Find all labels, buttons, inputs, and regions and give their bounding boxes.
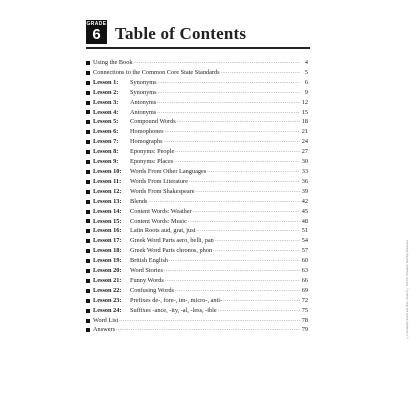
lesson-number: Lesson 17: bbox=[93, 237, 122, 245]
toc-row bbox=[86, 108, 308, 118]
square-bullet-icon bbox=[86, 299, 90, 303]
toc-row bbox=[86, 98, 308, 108]
page-number: 12 bbox=[301, 98, 308, 106]
dot-leader bbox=[134, 58, 300, 68]
toc-row bbox=[86, 157, 308, 167]
copyright-side-text: ©2 Vocabulary Words and More, Grade 6 © 2014 by Scholastic Teaching Resources bbox=[406, 240, 409, 340]
dot-leader bbox=[175, 147, 300, 157]
lesson-number: Lesson 10: bbox=[93, 167, 122, 175]
toc-entry-title: Content Words: Music bbox=[130, 217, 187, 225]
toc-entry-title: Synonyms bbox=[130, 88, 157, 96]
lesson-number: Lesson 23: bbox=[93, 296, 122, 304]
toc-row bbox=[86, 197, 308, 207]
dot-leader bbox=[165, 127, 300, 137]
lesson-number: Lesson 3: bbox=[93, 98, 119, 106]
lesson-number: Lesson 2: bbox=[93, 88, 119, 96]
page-number: 78 bbox=[301, 316, 308, 324]
lesson-number: Lesson 19: bbox=[93, 257, 122, 265]
lesson-number: Lesson 15: bbox=[93, 217, 122, 225]
toc-entry-title: Using the Book bbox=[93, 59, 133, 66]
dot-leader bbox=[157, 98, 300, 108]
toc-entry-title: Blends bbox=[130, 197, 148, 205]
toc-entry-title: Content Words: Weather bbox=[130, 207, 192, 215]
square-bullet-icon bbox=[86, 229, 90, 233]
toc-entry-title: Compound Words bbox=[130, 118, 176, 126]
toc-entry-title: Funny Words bbox=[130, 276, 164, 284]
page-number: 6 bbox=[304, 78, 308, 86]
dot-leader bbox=[174, 157, 300, 167]
dot-leader bbox=[169, 256, 300, 266]
dot-leader bbox=[189, 177, 300, 187]
dot-leader bbox=[175, 286, 300, 296]
lesson-number: Lesson 1: bbox=[93, 78, 119, 86]
lesson-number: Lesson 9: bbox=[93, 158, 119, 166]
page-number: 5 bbox=[304, 68, 308, 76]
page-number: 39 bbox=[301, 187, 308, 195]
toc-row bbox=[86, 296, 308, 306]
header bbox=[86, 20, 246, 44]
dot-leader bbox=[188, 217, 300, 227]
dot-leader bbox=[196, 226, 300, 236]
dot-leader bbox=[196, 187, 300, 197]
toc-row bbox=[86, 68, 308, 78]
page-number: 69 bbox=[301, 286, 308, 294]
toc-entry-title: Eponyms: Places bbox=[130, 158, 174, 166]
toc-entry-title: Connections to the Common Core State Standards bbox=[93, 68, 220, 76]
square-bullet-icon bbox=[86, 319, 90, 323]
page-number: 63 bbox=[301, 267, 308, 275]
page-number: 54 bbox=[301, 237, 308, 245]
toc-row bbox=[86, 78, 308, 88]
toc-row bbox=[86, 325, 308, 335]
page-number: 57 bbox=[301, 247, 308, 255]
page-number: 48 bbox=[301, 217, 308, 225]
page-title: Table of Contents bbox=[115, 24, 247, 43]
page-number: 9 bbox=[304, 88, 308, 96]
lesson-number: Lesson 18: bbox=[93, 247, 122, 255]
dot-leader bbox=[207, 167, 300, 177]
toc-entry-title: Greek Word Parts aero, belli, pan bbox=[130, 237, 214, 245]
toc-entry-title: Words From Literature bbox=[130, 177, 188, 185]
page-number: 72 bbox=[301, 296, 308, 304]
dot-leader bbox=[193, 207, 300, 217]
toc-row bbox=[86, 266, 308, 276]
lesson-number: Lesson 22: bbox=[93, 286, 122, 294]
toc-entry-title: Greek Word Parts chronos, phon bbox=[130, 247, 213, 255]
toc-list bbox=[86, 58, 308, 335]
grade-label: GRADE bbox=[86, 21, 107, 27]
toc-row bbox=[86, 286, 308, 296]
toc-entry-title: Synonyms bbox=[130, 78, 157, 86]
lesson-number: Lesson 5: bbox=[93, 118, 119, 126]
toc-entry-title: Suffixes -ance, -ity, -al, -less, -ible bbox=[130, 306, 217, 314]
toc-row bbox=[86, 276, 308, 286]
toc-entry-title: Answers bbox=[93, 326, 116, 334]
lesson-number: Lesson 11: bbox=[93, 177, 122, 185]
square-bullet-icon bbox=[86, 180, 90, 184]
toc-entry-title: Latin Roots aud, grat, just bbox=[130, 227, 196, 235]
square-bullet-icon bbox=[86, 210, 90, 214]
dot-leader bbox=[158, 78, 300, 88]
square-bullet-icon bbox=[86, 269, 90, 273]
toc-entry-title: British English bbox=[130, 257, 168, 265]
page-number: 33 bbox=[301, 167, 308, 175]
square-bullet-icon bbox=[86, 328, 90, 332]
toc-entry-title: Eponyms: People bbox=[130, 148, 175, 156]
lesson-number: Lesson 7: bbox=[93, 138, 119, 146]
lesson-number: Lesson 13: bbox=[93, 197, 122, 205]
page-number: 27 bbox=[301, 148, 308, 156]
toc-entry-title: Homographs bbox=[130, 138, 163, 146]
toc-row bbox=[86, 117, 308, 127]
square-bullet-icon bbox=[86, 81, 90, 85]
toc-row bbox=[86, 236, 308, 246]
square-bullet-icon bbox=[86, 61, 90, 65]
toc-entry-title: Antonyms bbox=[130, 108, 157, 116]
dot-leader bbox=[149, 197, 301, 207]
toc-row bbox=[86, 167, 308, 177]
dot-leader bbox=[177, 117, 300, 127]
square-bullet-icon bbox=[86, 219, 90, 223]
toc-row bbox=[86, 187, 308, 197]
grade-badge bbox=[86, 20, 107, 44]
toc-entry-title: Prefixes de-, fore-, im-, micro-, anti- bbox=[130, 296, 223, 304]
page-number: 24 bbox=[301, 138, 308, 146]
page-number: 36 bbox=[301, 177, 308, 185]
lesson-number: Lesson 16: bbox=[93, 227, 122, 235]
square-bullet-icon bbox=[86, 140, 90, 144]
page-number: 79 bbox=[301, 326, 308, 334]
page-number: 30 bbox=[301, 158, 308, 166]
toc-row bbox=[86, 127, 308, 137]
page-number: 21 bbox=[301, 128, 308, 136]
title-divider bbox=[86, 47, 310, 49]
dot-leader bbox=[164, 266, 300, 276]
page-number: 51 bbox=[301, 227, 308, 235]
square-bullet-icon bbox=[86, 170, 90, 174]
lesson-number: Lesson 14: bbox=[93, 207, 122, 215]
dot-leader bbox=[218, 306, 300, 316]
dot-leader bbox=[158, 88, 300, 98]
dot-leader bbox=[157, 108, 300, 118]
square-bullet-icon bbox=[86, 120, 90, 124]
dot-leader bbox=[116, 325, 300, 335]
square-bullet-icon bbox=[86, 110, 90, 114]
page-number: 15 bbox=[301, 108, 308, 116]
lesson-number: Lesson 12: bbox=[93, 187, 122, 195]
dot-leader bbox=[223, 296, 300, 306]
toc-row bbox=[86, 58, 308, 68]
dot-leader bbox=[215, 236, 300, 246]
toc-row bbox=[86, 246, 308, 256]
toc-entry-title: Homophones bbox=[130, 128, 164, 136]
page-number: 45 bbox=[301, 207, 308, 215]
square-bullet-icon bbox=[86, 150, 90, 154]
lesson-number: Lesson 21: bbox=[93, 276, 122, 284]
toc-row bbox=[86, 177, 308, 187]
toc-entry-title: Word List bbox=[93, 316, 119, 324]
toc-row bbox=[86, 147, 308, 157]
page-number: 18 bbox=[301, 118, 308, 126]
square-bullet-icon bbox=[86, 101, 90, 105]
toc-row bbox=[86, 207, 308, 217]
grade-number: 6 bbox=[92, 26, 101, 43]
toc-entry-title: Antonyms bbox=[130, 98, 157, 106]
square-bullet-icon bbox=[86, 200, 90, 204]
square-bullet-icon bbox=[86, 130, 90, 134]
dot-leader bbox=[213, 246, 300, 256]
toc-entry-title: Words From Other Languages bbox=[130, 167, 207, 175]
page-number: 66 bbox=[301, 276, 308, 284]
toc-row bbox=[86, 137, 308, 147]
square-bullet-icon bbox=[86, 71, 90, 75]
toc-row bbox=[86, 88, 308, 98]
toc-row bbox=[86, 217, 308, 227]
square-bullet-icon bbox=[86, 259, 90, 263]
lesson-number: Lesson 20: bbox=[93, 267, 122, 275]
lesson-number: Lesson 4: bbox=[93, 108, 119, 116]
lesson-number: Lesson 24: bbox=[93, 306, 122, 314]
square-bullet-icon bbox=[86, 249, 90, 253]
toc-row bbox=[86, 256, 308, 266]
toc-entry-title: Word Stories bbox=[130, 267, 163, 275]
square-bullet-icon bbox=[86, 190, 90, 194]
square-bullet-icon bbox=[86, 160, 90, 164]
toc-entry-title: Words From Shakespeare bbox=[130, 187, 195, 195]
dot-leader bbox=[119, 316, 300, 326]
toc-row bbox=[86, 226, 308, 236]
dot-leader bbox=[164, 137, 300, 147]
toc-row bbox=[86, 306, 308, 316]
toc-row bbox=[86, 316, 308, 326]
dot-leader bbox=[165, 276, 300, 286]
page-number: 4 bbox=[304, 59, 308, 66]
square-bullet-icon bbox=[86, 279, 90, 283]
dot-leader bbox=[221, 68, 300, 78]
page-number: 60 bbox=[301, 257, 308, 265]
lesson-number: Lesson 8: bbox=[93, 148, 119, 156]
page-number: 42 bbox=[301, 197, 308, 205]
square-bullet-icon bbox=[86, 91, 90, 95]
toc-entry-title: Confusing Words bbox=[130, 286, 174, 294]
lesson-number: Lesson 6: bbox=[93, 128, 119, 136]
square-bullet-icon bbox=[86, 239, 90, 243]
square-bullet-icon bbox=[86, 309, 90, 313]
square-bullet-icon bbox=[86, 289, 90, 293]
page-number: 75 bbox=[301, 306, 308, 314]
